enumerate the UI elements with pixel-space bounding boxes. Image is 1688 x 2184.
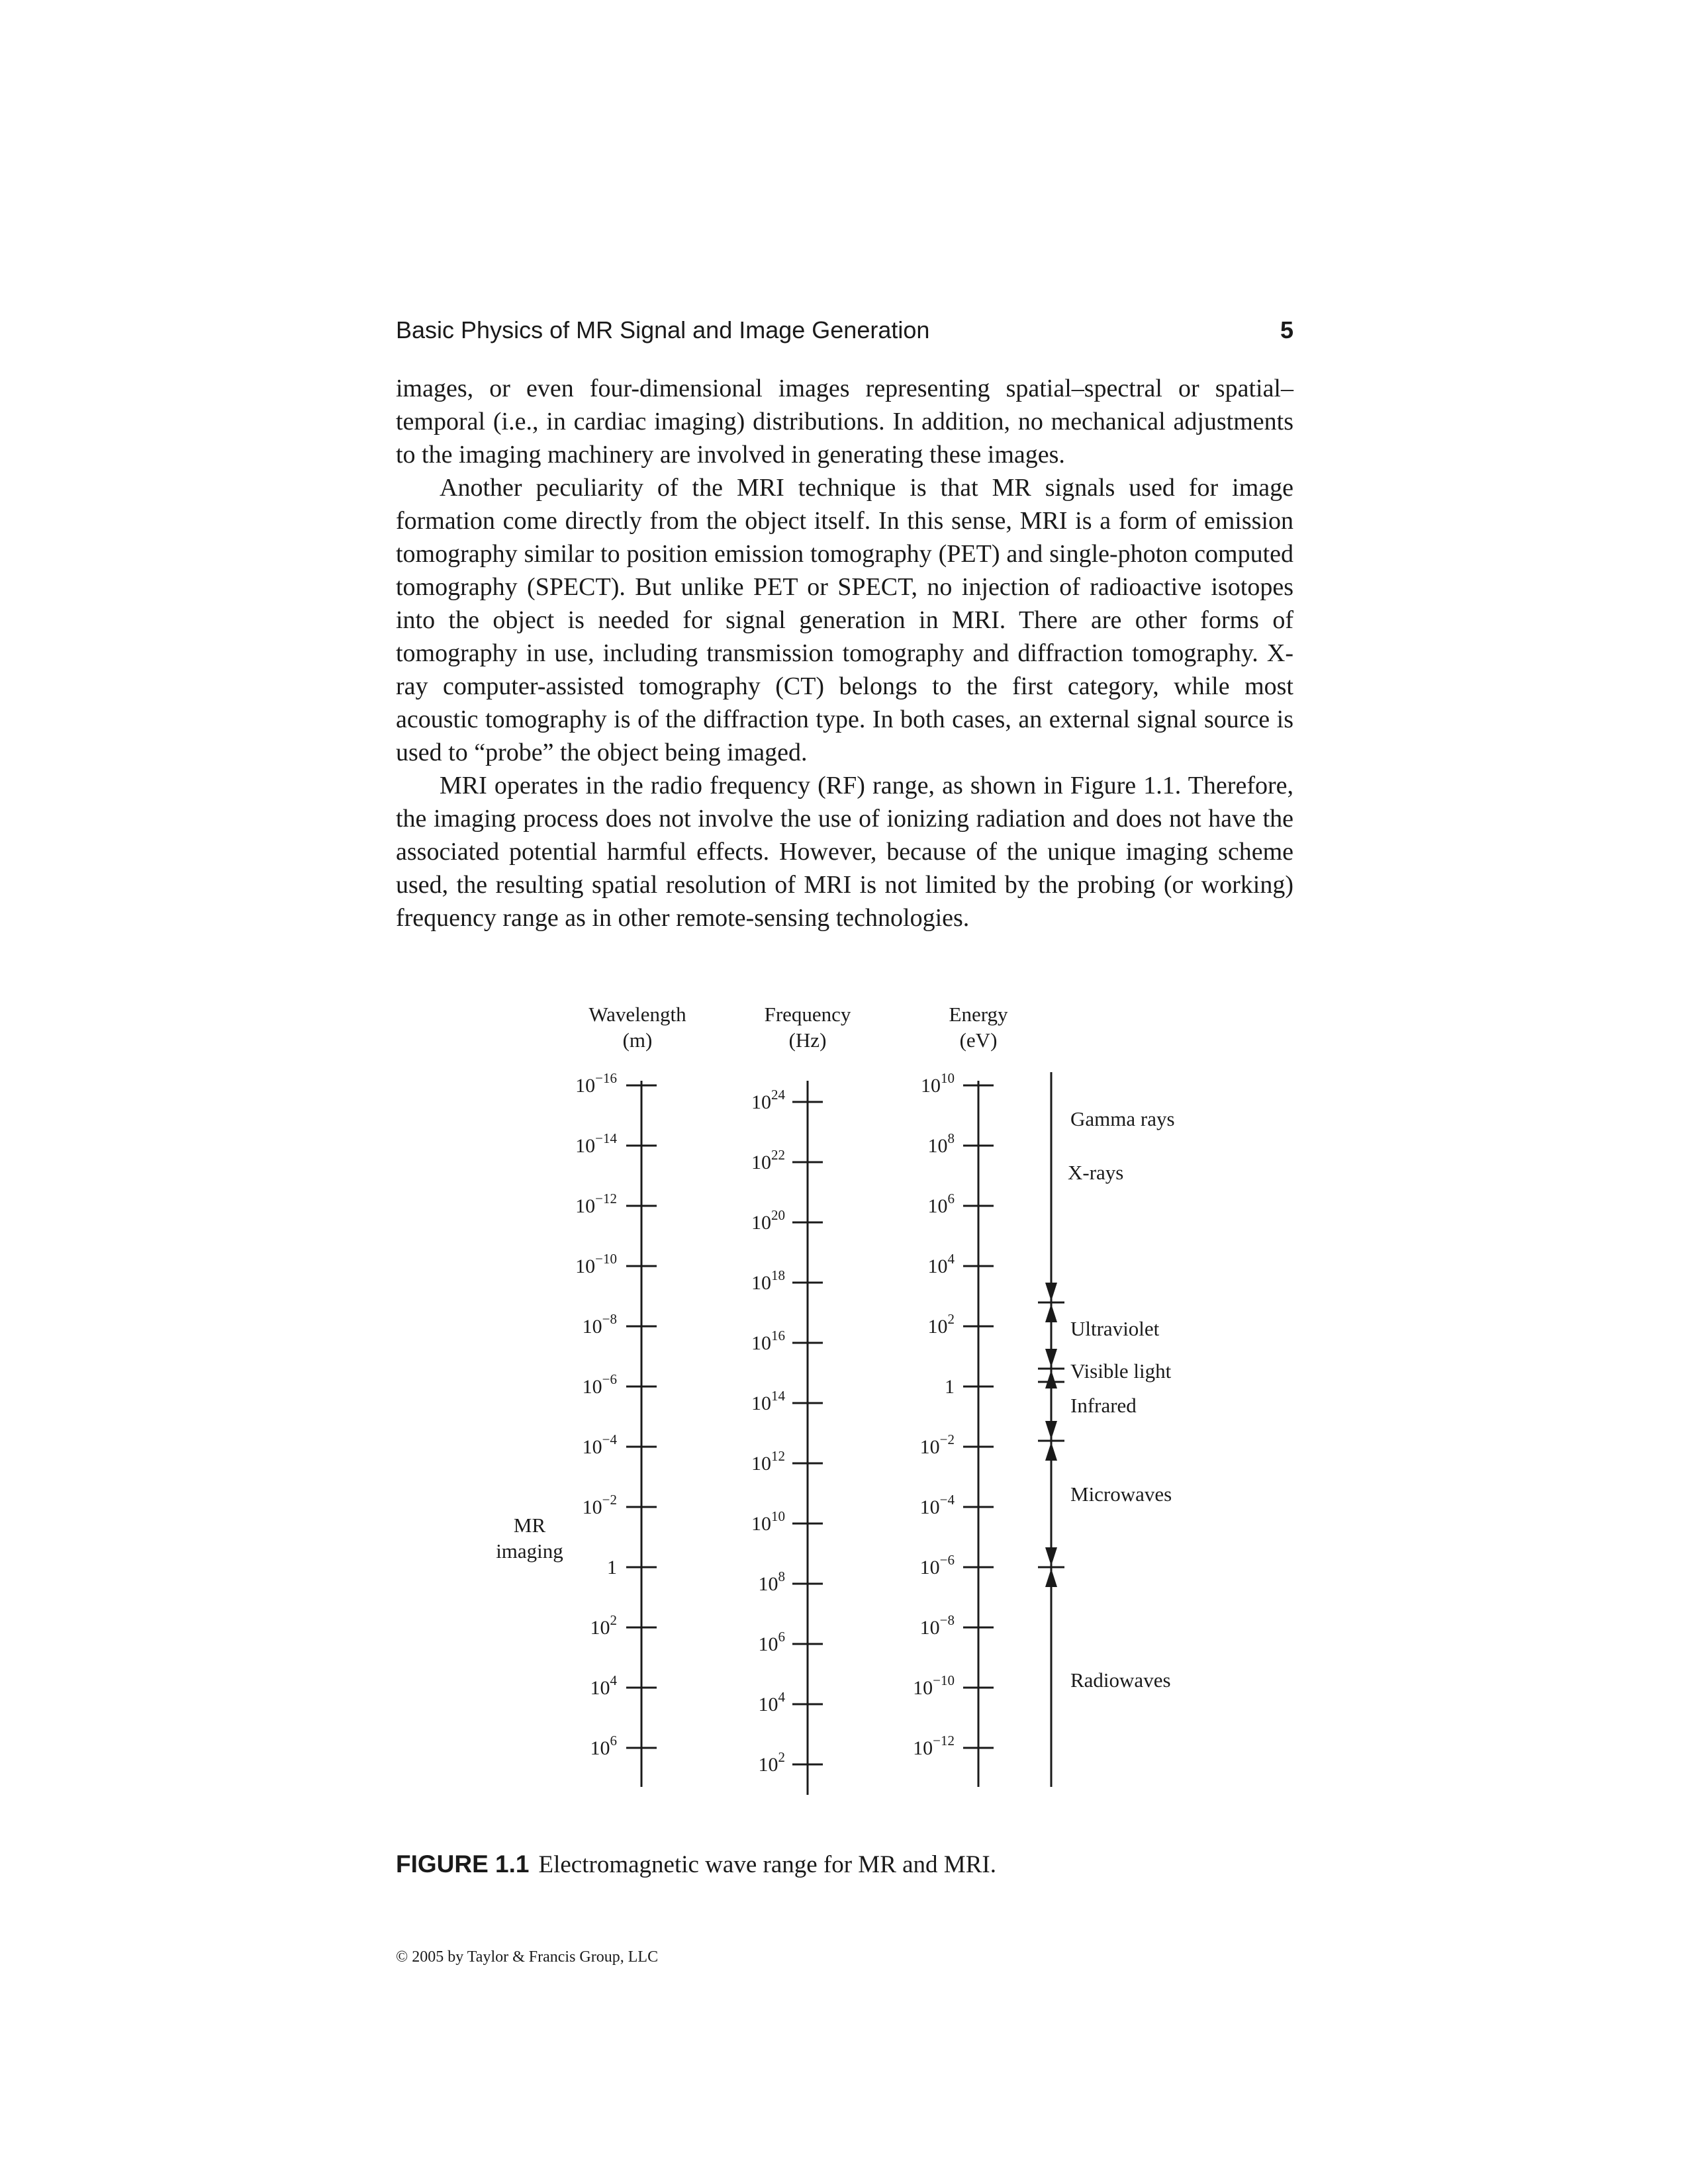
tick-marks	[626, 1085, 994, 1764]
arrow-down-icon	[1045, 1349, 1057, 1367]
wavelength-tick-label: 1	[607, 1557, 617, 1578]
paragraph-2: Another peculiarity of the MRI technique is that MR signals used for image formation come directly from the object itself. In this sense, MRI is a form of emission tomography similar to position emission tomography (PET) and single-photon computed tomography (SPECT). But unlike PET or SPECT, no injection of radioactive isotopes into the object is needed for signal generation in MRI. There are other forms of tomography in use, including transmission tomography and diffraction tomography. X-ray computer-assisted tomography (CT) belongs to the first category, while most acoustic tomography is of the diffraction type. In both cases, an external signal source is used to “probe” the object being imaged.	[396, 474, 1293, 766]
arrow-down-icon	[1045, 1421, 1057, 1439]
arrow-down-icon	[1045, 1547, 1057, 1566]
energy-tick-label: $10^2$	[927, 1311, 955, 1338]
band-radiowaves: Radiowaves	[1070, 1668, 1171, 1692]
band-arrows	[1038, 1283, 1064, 1587]
wavelength-tick-label: $10^{-16}$	[575, 1070, 617, 1097]
band-infrared: Infrared	[1070, 1394, 1137, 1417]
frequency-tick-label: $10^6$	[758, 1629, 785, 1655]
energy-tick-label: $10^{-2}$	[919, 1432, 955, 1458]
frequency-unit: (Hz)	[788, 1028, 827, 1052]
wavelength-tick-label: $10^{-12}$	[575, 1191, 617, 1217]
paragraph-3: MRI operates in the radio frequency (RF) range, as shown in Figure 1.1. Therefore, the imaging process does not involve the use of ionizing radiation and does not have the associated potential harmful effects. However, because of the unique imaging scheme used, the resulting spatial resolution of MRI is not limited by the probing (or working) frequency range as in other remote-sensing technologies.	[396, 772, 1293, 932]
figure-caption	[396, 1850, 1293, 1879]
frequency-tick-label: $10^8$	[758, 1569, 785, 1595]
energy-tick-label: $10^4$	[927, 1251, 955, 1277]
mr-imaging-label-line1: MR	[513, 1514, 546, 1537]
energy-tick-label: 1	[945, 1376, 955, 1398]
band-gamma-rays: Gamma rays	[1070, 1107, 1175, 1130]
arrow-down-icon	[1045, 1283, 1057, 1301]
band-microwaves: Microwaves	[1070, 1482, 1172, 1506]
arrow-up-icon	[1045, 1370, 1057, 1388]
energy-tick-label: $10^{10}$	[921, 1070, 955, 1097]
wavelength-tick-label: $10^{-2}$	[582, 1492, 617, 1518]
wavelength-tick-label: $10^2$	[590, 1612, 617, 1639]
wavelength-tick-label: $10^{-10}$	[575, 1251, 617, 1277]
frequency-tick-label: $10^{16}$	[751, 1328, 785, 1354]
frequency-tick-label: $10^2$	[758, 1749, 785, 1776]
running-head	[396, 316, 1293, 344]
arrow-up-icon	[1045, 1569, 1057, 1587]
paragraph-1: images, or even four-dimensional images representing spatial–spectral or spatial–temporal (i.e., in cardiac imaging) distributions. In addition, no mechanical adjustments to the imaging machinery are involved in generating these images.	[396, 375, 1293, 469]
body-text	[396, 372, 1293, 934]
energy-tick-label: $10^{-10}$	[913, 1672, 955, 1699]
figure-caption-text: Electromagnetic wave range for MR and MRI.	[538, 1851, 996, 1878]
mr-imaging-label-line2: imaging	[496, 1539, 563, 1563]
running-title: Basic Physics of MR Signal and Image Generation	[396, 316, 930, 343]
wavelength-tick-label: $10^{-6}$	[582, 1371, 617, 1398]
wavelength-title: Wavelength	[588, 1003, 686, 1026]
frequency-title: Frequency	[764, 1003, 851, 1026]
frequency-tick-label: $10^{24}$	[751, 1087, 785, 1113]
tick-labels	[575, 1070, 955, 1776]
energy-tick-label: $10^6$	[927, 1191, 955, 1217]
arrow-up-icon	[1045, 1442, 1057, 1461]
frequency-tick-label: $10^{12}$	[751, 1448, 785, 1475]
wavelength-tick-label: $10^{-8}$	[582, 1311, 617, 1338]
arrow-up-icon	[1045, 1304, 1057, 1322]
energy-tick-label: $10^8$	[927, 1130, 955, 1157]
band-ultraviolet: Ultraviolet	[1070, 1317, 1160, 1340]
wavelength-tick-label: $10^6$	[590, 1733, 617, 1759]
page-number: 5	[1280, 316, 1293, 343]
wavelength-tick-label: $10^{-14}$	[575, 1130, 617, 1157]
wavelength-unit: (m)	[622, 1028, 653, 1052]
copyright-notice: © 2005 by Taylor & Francis Group, LLC	[396, 1948, 659, 1966]
band-visible-light: Visible light	[1070, 1359, 1172, 1383]
frequency-tick-label: $10^{10}$	[751, 1508, 785, 1535]
wavelength-tick-label: $10^4$	[590, 1672, 617, 1699]
frequency-tick-label: $10^4$	[758, 1689, 785, 1715]
energy-tick-label: $10^{-4}$	[919, 1492, 955, 1518]
energy-tick-label: $10^{-6}$	[919, 1552, 955, 1578]
energy-unit: (eV)	[959, 1028, 998, 1052]
figure-label: FIGURE 1.1	[396, 1850, 530, 1878]
energy-tick-label: $10^{-8}$	[919, 1612, 955, 1639]
frequency-tick-label: $10^{20}$	[751, 1207, 785, 1234]
energy-tick-label: $10^{-12}$	[913, 1733, 955, 1759]
frequency-tick-label: $10^{22}$	[751, 1147, 785, 1173]
frequency-tick-label: $10^{14}$	[751, 1388, 785, 1414]
wavelength-tick-label: $10^{-4}$	[582, 1432, 617, 1458]
energy-title: Energy	[949, 1003, 1008, 1026]
frequency-tick-label: $10^{18}$	[751, 1267, 785, 1294]
band-x-rays: X-rays	[1068, 1161, 1124, 1184]
